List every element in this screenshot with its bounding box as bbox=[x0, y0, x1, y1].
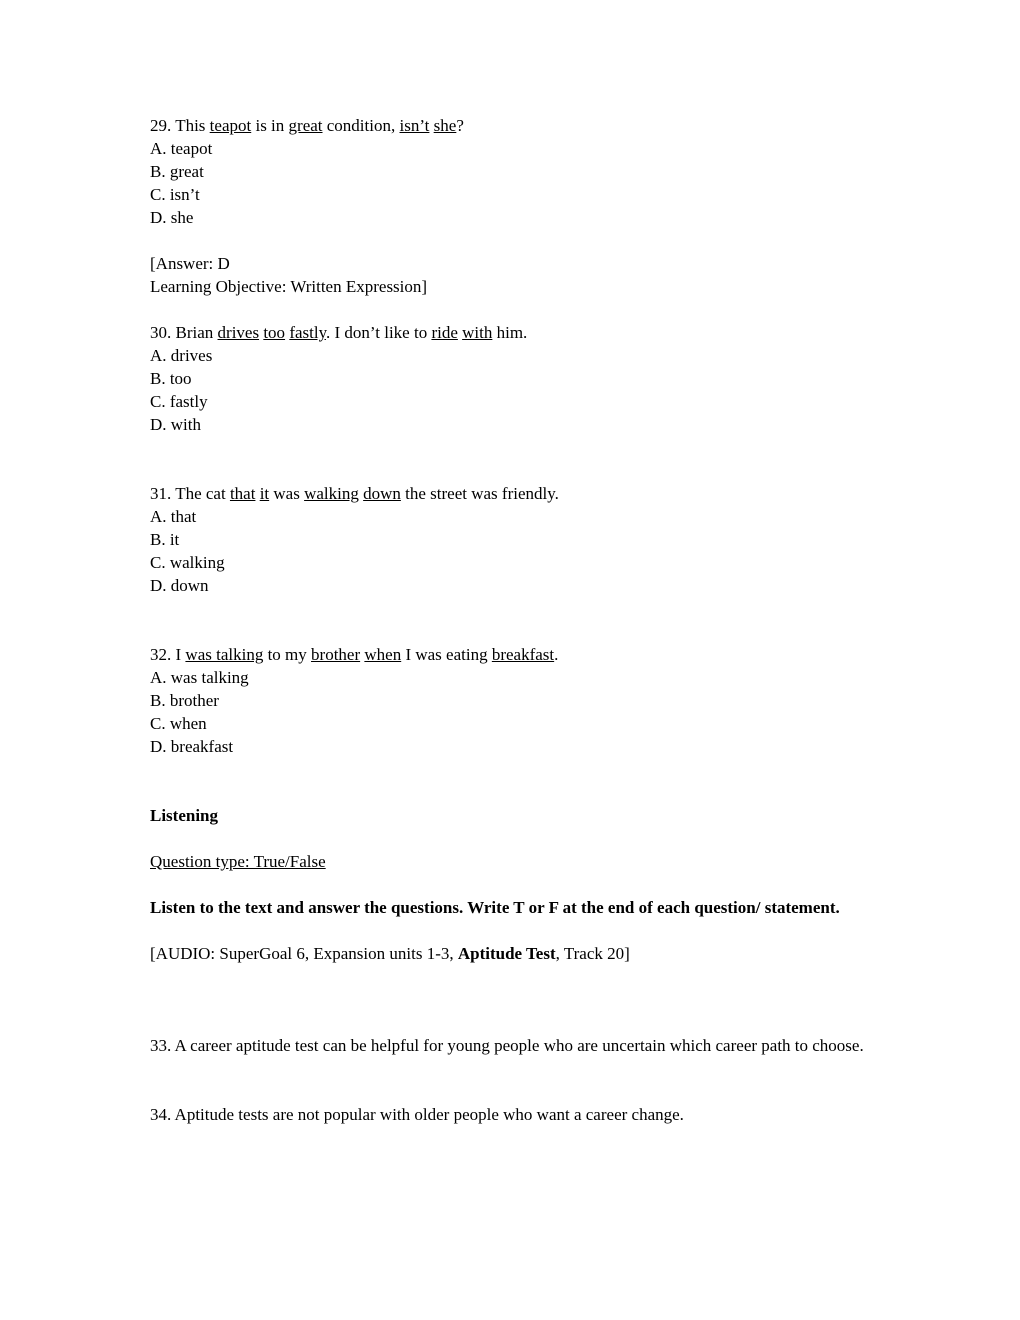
question-31-stem bbox=[150, 482, 872, 505]
underlined-text: with bbox=[462, 323, 493, 342]
underlined-text: that bbox=[229, 484, 256, 503]
underlined-text: it bbox=[259, 484, 270, 503]
underlined-text: she bbox=[433, 116, 457, 135]
plain-text: 30. Brian bbox=[150, 323, 218, 342]
question-31-option-c: C. walking bbox=[150, 553, 225, 572]
underlined-text: teapot bbox=[209, 116, 252, 135]
listening-instruction: Listen to the text and answer the questions. Write T or F at the end of each question/ statement. bbox=[150, 898, 840, 917]
question-30-block bbox=[150, 321, 872, 436]
plain-text: the street was friendly. bbox=[400, 484, 559, 503]
plain-text: . I don’t like to bbox=[325, 323, 432, 342]
underlined-text: too bbox=[263, 323, 286, 342]
underlined-text: fastly bbox=[289, 323, 326, 342]
question-31-option-d: D. down bbox=[150, 576, 209, 595]
question-32-option-b: B. brother bbox=[150, 691, 219, 710]
answer-block-29 bbox=[150, 252, 872, 298]
question-31-option-a: A. that bbox=[150, 507, 197, 526]
question-30-option-a: A. drives bbox=[150, 346, 213, 365]
question-32-option-d: D. breakfast bbox=[150, 737, 234, 756]
plain-text: to my bbox=[263, 645, 312, 664]
plain-text: condition, bbox=[322, 116, 400, 135]
question-29-option-c: C. isn’t bbox=[150, 185, 200, 204]
underlined-text: drives bbox=[217, 323, 260, 342]
question-32-stem bbox=[150, 643, 872, 666]
underlined-text: great bbox=[288, 116, 323, 135]
question-30-option-b: B. too bbox=[150, 369, 192, 388]
question-31-block bbox=[150, 482, 872, 597]
question-30-option-d: D. with bbox=[150, 415, 201, 434]
plain-text: 31. The cat bbox=[150, 484, 230, 503]
underlined-text: brother bbox=[311, 645, 361, 664]
question-32-option-c: C. when bbox=[150, 714, 207, 733]
underlined-text: was talking bbox=[185, 645, 264, 664]
bold-text: Aptitude Test bbox=[457, 944, 556, 963]
plain-text: ? bbox=[456, 116, 464, 135]
question-29-option-d: D. she bbox=[150, 208, 194, 227]
question-30-stem bbox=[150, 321, 872, 344]
underlined-text: walking bbox=[304, 484, 359, 503]
question-31-option-b: B. it bbox=[150, 530, 180, 549]
question-29-stem bbox=[150, 114, 872, 137]
listening-heading: Listening bbox=[150, 806, 219, 825]
learning-objective-line: Learning Objective: Written Expression] bbox=[150, 277, 428, 296]
question-29-option-b: B. great bbox=[150, 162, 204, 181]
plain-text: [AUDIO: SuperGoal 6, Expansion units 1-3, bbox=[150, 944, 458, 963]
underlined-text: down bbox=[363, 484, 401, 503]
question-32-block bbox=[150, 643, 872, 758]
underlined-text: breakfast bbox=[491, 645, 555, 664]
audio-reference-line bbox=[150, 942, 872, 965]
plain-text: , Track 20] bbox=[555, 944, 630, 963]
question-32-option-a: A. was talking bbox=[150, 668, 249, 687]
question-29-block bbox=[150, 114, 872, 229]
plain-text: 32. I bbox=[150, 645, 186, 664]
question-30-option-c: C. fastly bbox=[150, 392, 208, 411]
plain-text: was bbox=[269, 484, 305, 503]
underlined-text: ride bbox=[431, 323, 458, 342]
question-29-option-a: A. teapot bbox=[150, 139, 213, 158]
question-33: 33. A career aptitude test can be helpful for young people who are uncertain which career path to choose. bbox=[150, 1036, 864, 1055]
plain-text: is in bbox=[251, 116, 289, 135]
question-type-label: Question type: True/False bbox=[150, 852, 326, 871]
underlined-text: when bbox=[364, 645, 402, 664]
answer-line: [Answer: D bbox=[150, 254, 230, 273]
plain-text: . bbox=[554, 645, 559, 664]
question-34: 34. Aptitude tests are not popular with older people who want a career change. bbox=[150, 1105, 684, 1124]
plain-text: 29. This bbox=[150, 116, 210, 135]
underlined-text: isn’t bbox=[399, 116, 430, 135]
plain-text: I was eating bbox=[401, 645, 492, 664]
plain-text: him. bbox=[492, 323, 528, 342]
